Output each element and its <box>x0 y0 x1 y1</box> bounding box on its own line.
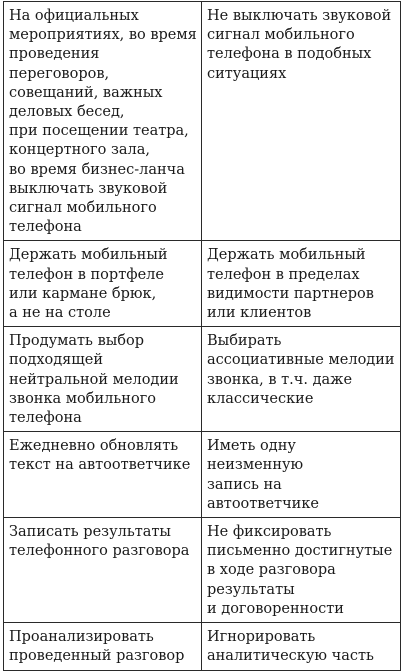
do-cell <box>4 518 202 623</box>
dont-cell <box>202 2 401 241</box>
cell-text: Ежедневно обновлять текст на автоответчике <box>9 438 191 474</box>
cell-text: Не фиксировать письменно достигнутые в ходе разговора результаты и договоренности <box>207 524 393 617</box>
cell-text: Держать мобильный телефон в портфеле или кармане брюк, а не на столе <box>9 247 168 322</box>
cell-text: Игнорировать аналитическую часть <box>207 629 374 665</box>
dont-cell <box>202 518 401 623</box>
cell-text: Записать результаты телефонного разговора <box>9 524 190 560</box>
do-cell <box>4 623 202 670</box>
cell-text: Продумать выбор подходящей нейтральной мелодии звонка мобильного телефона <box>9 333 179 427</box>
cell-text: Выбирать ассоциативные мелодии звонка, в т.ч. даже классические <box>207 333 395 407</box>
cell-text: Иметь одну неизменную запись на автоответчике <box>207 438 319 512</box>
cell-text: На официальных мероприятиях, во время проведения переговоров, совещаний, важных деловых бесед, при посещении театра, концертного зала, во время бизнес-ланча выключать звуковой сигнал мобильного телефона <box>9 8 197 236</box>
cell-text: Проанализировать проведенный разговор <box>9 629 185 665</box>
cell-text: Не выключать звуковой сигнал мобильного телефона в подобных ситуациях <box>207 8 392 82</box>
do-cell <box>4 241 202 327</box>
table-row <box>4 327 401 432</box>
cell-text: Держать мобильный телефон в пределах видимости партнеров или клиентов <box>207 247 374 322</box>
dont-cell <box>202 327 401 432</box>
do-cell <box>4 327 202 432</box>
table-row <box>4 241 401 327</box>
dont-cell <box>202 432 401 518</box>
dont-cell <box>202 623 401 670</box>
table-row <box>4 623 401 670</box>
do-cell <box>4 432 202 518</box>
table-row <box>4 432 401 518</box>
table-row <box>4 518 401 623</box>
dont-cell <box>202 241 401 327</box>
do-cell <box>4 2 202 241</box>
etiquette-table <box>3 1 401 671</box>
table-row <box>4 2 401 241</box>
